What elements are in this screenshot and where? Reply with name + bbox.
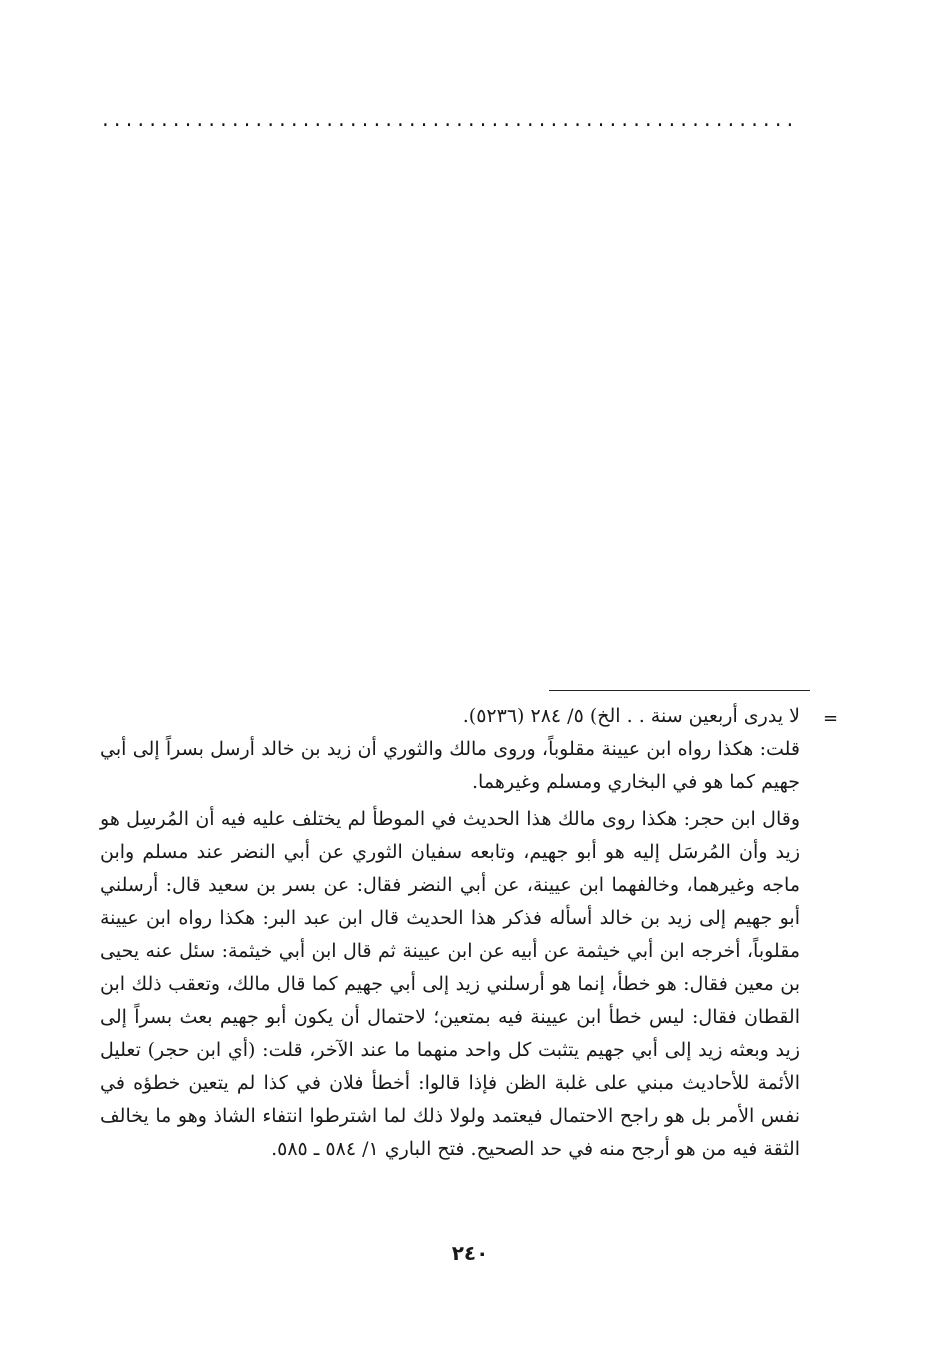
footnote-separator: [549, 690, 810, 691]
page-number: ٢٤٠: [451, 1241, 489, 1265]
dotted-separator: ...........................................................: [100, 112, 797, 132]
footnote-continued-line: لا يدرى أربعين سنة . . الخ) ٥/ ٢٨٤ (٥٢٣٦).: [462, 705, 800, 727]
continuation-mark: =: [823, 708, 839, 729]
footnote-paragraph-1: قلت: هكذا رواه ابن عيينة مقلوباً، وروى مالك والثوري أن زيد بن خالد أرسل بسراً إلى أبي جهيم كما هو في البخاري ومسلم وغيرهما.: [100, 738, 800, 793]
footnote-block: [100, 700, 800, 1166]
footnote-paragraph-2: وقال ابن حجر: هكذا روى مالك هذا الحديث في الموطأ لم يختلف عليه فيه أن المُرسِل هو زيد وأن المُرسَل إليه هو أبو جهيم، وتابعه سفيان الثوري عن أبي النضر عند مسلم وابن ماجه وغيرهما، وخالفهما ابن عيينة، عن أبي النضر فقال: عن بسر بن سعيد قال: أرسلني أبو جهيم إلى زيد بن خالد أسأله فذكر هذا الحديث قال ابن عبد البر: هكذا رواه ابن عيينة مقلوباً، أخرجه ابن أبي خيثمة عن أبيه عن ابن عيينة ثم قال ابن أبي خيثمة: سئل عنه يحيى بن معين فقال: هو خطأ، إنما هو أرسلني زيد إلى أبي جهيم كما قال مالك، وتعقب ذلك ابن القطان فقال: ليس خطأ ابن عيينة فيه بمتعين؛ لاحتمال أن يكون أبو جهيم بعث بسراً إلى زيد وبعثه زيد إلى أبي جهيم يتثبت كل واحد منهما ما عند الآخر، قلت: (أي ابن حجر) تعليل الأئمة للأحاديث مبني على غلبة الظن فإذا قالوا: أخطأ فلان في كذا لم يتعين خطؤه في نفس الأمر بل هو راجح الاحتمال فيعتمد ولولا ذلك لما اشترطوا انتفاء الشاذ وهو ما يخالف الثقة فيه من هو أرجح منه في حد الصحيح. فتح الباري ١/ ٥٨٤ ـ ٥٨٥.: [100, 808, 800, 1160]
